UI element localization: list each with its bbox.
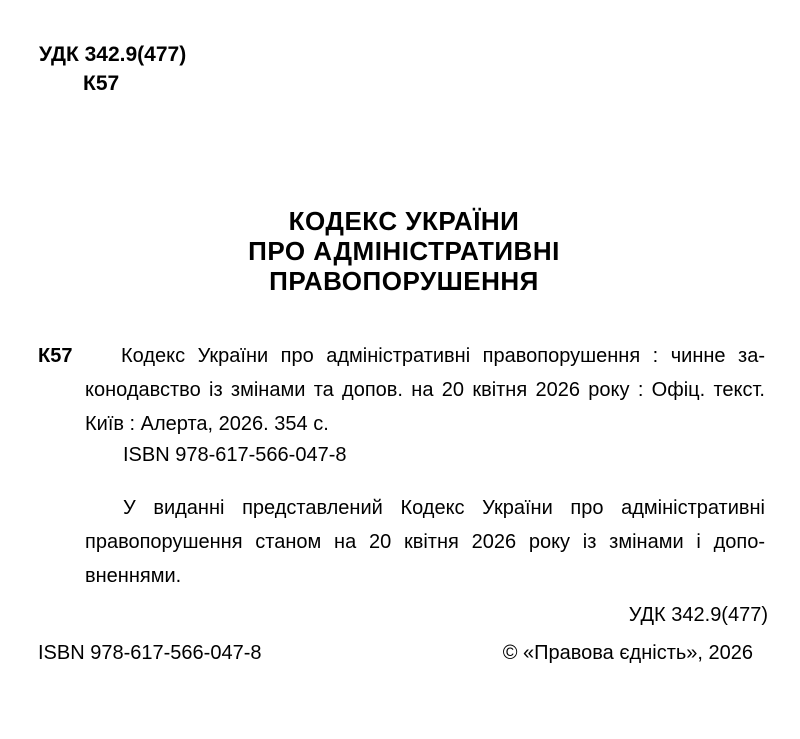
catalog-entry-label: К57	[38, 345, 73, 367]
catalog-entry-line: Київ : Алерта, 2026. 354 с.	[85, 413, 329, 435]
book-title-line: ПРАВОПОРУШЕННЯ	[269, 266, 539, 296]
udc-bottom: УДК 342.9(477)	[628, 604, 768, 626]
annotation-paragraph	[85, 491, 765, 593]
annotation-line: У виданні представлений Кодекс України про адміністративні	[123, 497, 765, 519]
annotation-line: вненнями.	[85, 565, 182, 587]
header-udc: УДК 342.9(477)	[39, 43, 187, 66]
annotation-line: правопорушення станом на 20 квітня 2026 року із змінами і допо-	[85, 531, 765, 553]
copyright-notice: © «Правова єдність», 2026	[502, 642, 753, 664]
footer-isbn-number: ISBN 978-617-566-047-8	[38, 642, 262, 664]
catalog-entry-line: конодавство із змінами та допов. на 20 квітня 2026 року : Офіц. текст.	[85, 379, 765, 401]
isbn-number: ISBN 978-617-566-047-8	[123, 444, 347, 466]
catalog-entry-line: Кодекс України про адміністративні правопорушення : чинне за-	[121, 345, 765, 367]
header-author-code: К57	[83, 72, 120, 95]
book-title	[4, 206, 800, 296]
book-title-line: КОДЕКС УКРАЇНИ	[288, 206, 520, 236]
catalog-entry	[85, 339, 765, 441]
header-codes	[39, 40, 186, 98]
book-title-line: ПРО АДМІНІСТРАТИВНІ	[248, 236, 560, 266]
